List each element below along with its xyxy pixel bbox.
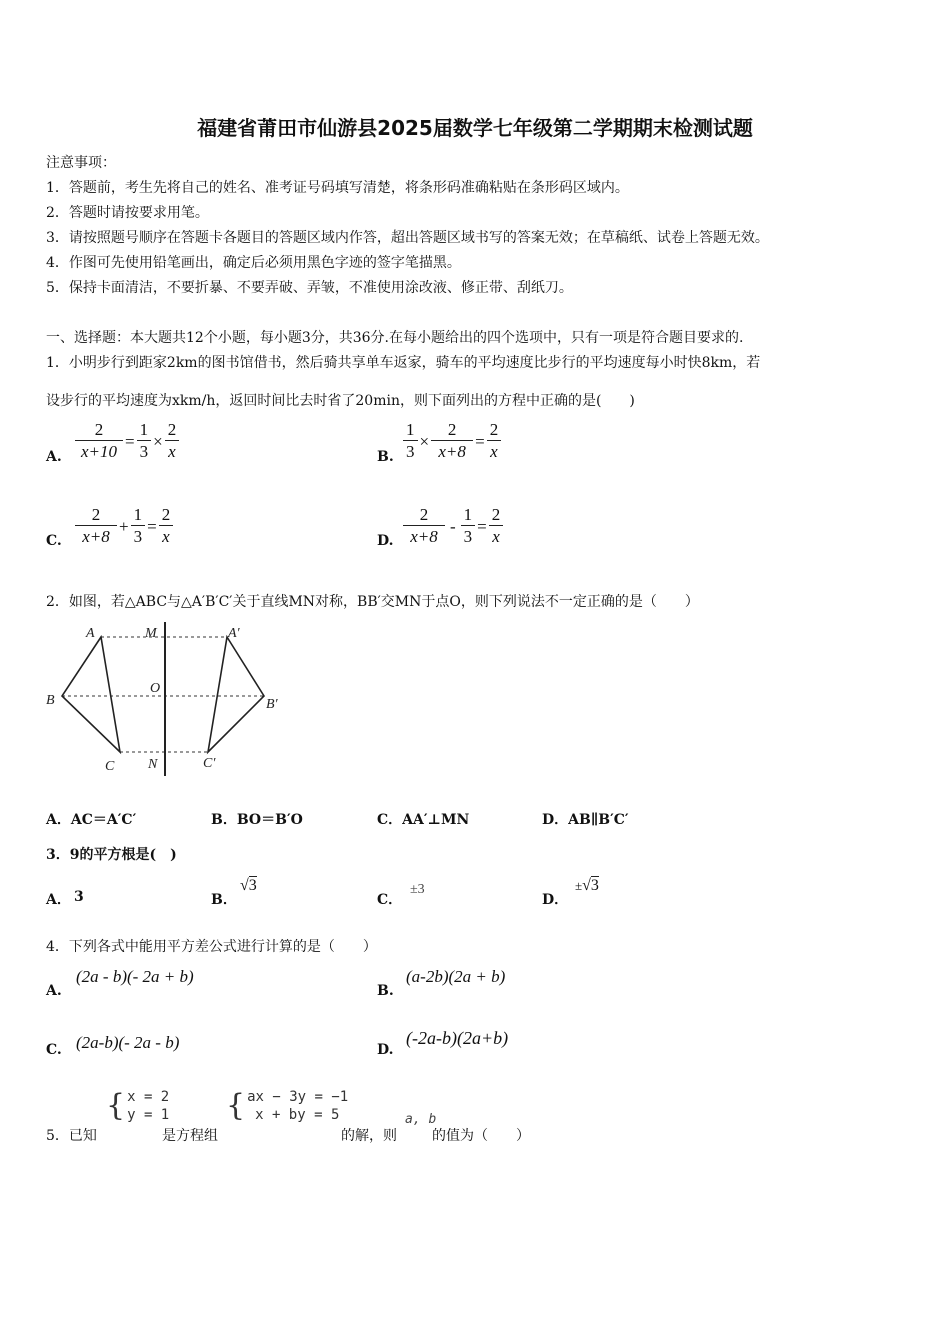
option-label: C. — [46, 1042, 62, 1058]
q4-option-b: (a-2b)(2a + b) — [406, 967, 506, 986]
symmetry-figure — [40, 618, 300, 778]
q1-option-b: $\frac{1}{3}$ × $\frac{2}{x+8}$ = $\frac{2}{x}$ — [402, 420, 502, 463]
question-3-text: 3．9的平方根是( ) — [46, 847, 177, 863]
question-1-line1: 1．小明步行到距家2km的图书馆借书，然后骑共享单车返家，骑车的平均速度比步行的平均速度每小时快8km，若 — [46, 355, 761, 371]
note-item: 4．作图可先使用铅笔画出，确定后必须用黑色字迹的签字笔描黑。 — [46, 255, 461, 271]
q3-option-a: 3 — [74, 889, 84, 905]
q5-equation-system: { ax − 3y = −1 x + by = 5 — [226, 1088, 349, 1123]
label-O: O — [150, 681, 161, 696]
option-label: A． — [46, 892, 71, 908]
triangle-A-prime-B-prime-C-prime — [208, 637, 264, 752]
section-heading: 一、选择题：本大题共12个小题，每小题3分，共36分.在每小题给出的四个选项中，只有一项是符合题目要求的. — [46, 330, 744, 346]
notes-heading: 注意事项： — [46, 155, 116, 171]
option-label: B． — [211, 892, 237, 908]
option-label: A. — [46, 449, 62, 465]
q4-option-a: (2a - b)(- 2a + b) — [76, 967, 194, 986]
q5-solution-system: { x = 2 y = 1 — [106, 1088, 170, 1123]
option-label: D. — [377, 1042, 394, 1058]
option-label: A. — [46, 983, 62, 999]
note-item: 1．答题前，考生先将自己的姓名、准考证号码填写清楚，将条形码准确粘贴在条形码区域内。 — [46, 180, 629, 196]
label-B: B — [46, 693, 55, 708]
option-label: D. — [377, 533, 394, 549]
sqrt-icon: √ — [582, 877, 591, 894]
q1-option-d: $\frac{2}{x+8}$ - $\frac{1}{3}$ = $\frac{2}{x}$ — [402, 505, 504, 548]
q5-vars: a, b — [405, 1112, 437, 1127]
note-item: 5．保持卡面清洁，不要折暴、不要弄破、弄皱，不准使用涂改液、修正带、刮纸刀。 — [46, 280, 573, 296]
question-5-part4: 的值为（ ） — [432, 1128, 530, 1144]
note-item: 3．请按照题号顺序在答题卡各题目的答题区域内作答，超出答题区域书写的答案无效；在草稿纸、试卷上答题无效。 — [46, 230, 769, 246]
q1-option-c: $\frac{2}{x+8}$ + $\frac{1}{3}$ = $\frac{2}{x}$ — [74, 505, 174, 548]
label-A-prime: A′ — [228, 626, 240, 641]
question-5-part2: 是方程组 — [162, 1128, 218, 1144]
label-N: N — [148, 757, 158, 772]
question-4-text: 4．下列各式中能用平方差公式进行计算的是（ ） — [46, 939, 377, 955]
option-label: C. — [46, 533, 62, 549]
page-title: 福建省莆田市仙游县2025届数学七年级第二学期期末检测试题 — [197, 116, 753, 140]
question-5-part1: 5．已知 — [46, 1128, 97, 1144]
label-B-prime: B′ — [266, 697, 278, 712]
sqrt-icon: √ — [240, 877, 249, 894]
question-2-text: 2．如图，若△ABC与△A′B′C′关于直线MN对称，BB′交MN于点O，则下列说法不一定正确的是（ ） — [46, 594, 699, 610]
label-A: A — [86, 626, 95, 641]
label-M: M — [145, 626, 157, 641]
note-item: 2．答题时请按要求用笔。 — [46, 205, 209, 221]
q2-option-d: D．AB∥B′C′ — [542, 812, 629, 828]
option-label: B. — [377, 983, 394, 999]
q3-option-c: ±3 — [410, 882, 425, 897]
q3-option-b: √3 — [240, 877, 257, 894]
question-5-part3: 的解，则 — [341, 1128, 397, 1144]
option-label: B. — [377, 449, 394, 465]
option-label: C． — [377, 892, 403, 908]
q3-option-d: ±√3 — [575, 877, 599, 894]
option-label: D． — [542, 892, 569, 908]
q1-option-a: $\frac{2}{x+10}$ = $\frac{1}{3}$ × $\frac{2}{x}$ — [74, 420, 180, 463]
label-C-prime: C′ — [203, 756, 216, 771]
q4-option-d: (-2a-b)(2a+b) — [406, 1028, 509, 1048]
label-C: C — [105, 759, 115, 774]
q2-option-b: B．BO＝B′O — [211, 812, 303, 828]
triangle-ABC — [62, 637, 120, 752]
q2-option-c: C．AA′⊥MN — [377, 812, 470, 828]
question-1-line2: 设步行的平均速度为xkm/h，返回时间比去时省了20min，则下面列出的方程中正确的是( ) — [46, 393, 635, 409]
q2-option-a: A．AC＝A′C′ — [46, 812, 137, 828]
q4-option-c: (2a-b)(- 2a - b) — [76, 1033, 180, 1052]
